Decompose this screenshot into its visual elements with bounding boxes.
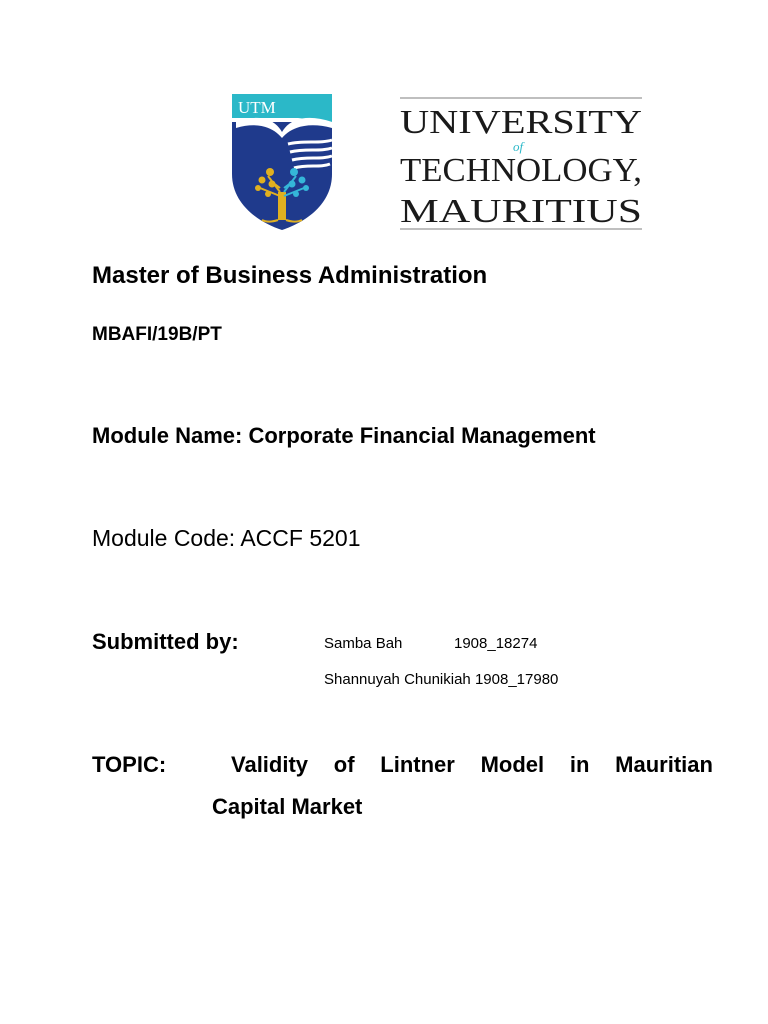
student-name: Samba Bah [324,635,403,652]
topic-word: Model [480,752,545,777]
wordmark-of: of [513,139,524,154]
wordmark-line-1: UNIVERSITY [400,104,642,141]
university-wordmark [396,96,646,232]
student-id: 1908_17980 [474,671,559,688]
module-name: Module Name: Corporate Financial Management [92,423,596,448]
topic-title-line-2: Capital Market [212,794,363,819]
topic-word: of [333,752,355,777]
topic-label: TOPIC: [92,752,167,777]
crest-text: UTM [238,98,276,117]
topic-word: in [569,752,590,777]
wordmark-line-2: TECHNOLOGY, [400,152,642,189]
submitted-by-label: Submitted by: [92,629,239,654]
wordmark-line-3: MAURITIUS [400,193,642,230]
topic-word: Lintner [380,752,455,777]
degree-title: Master of Business Administration [92,262,488,289]
student-id: 1908_18274 [454,635,538,652]
topic-word: Mauritian [615,752,713,777]
topic-title-line-1 [231,752,713,778]
student-name: Shannuyah Chunikiah [324,671,471,688]
utm-crest-icon [228,92,334,232]
topic-word: Validity [231,752,309,777]
university-logo [228,86,648,236]
programme-code: MBAFI/19B/PT [92,324,222,345]
module-code: Module Code: ACCF 5201 [92,525,361,551]
student-entry [324,671,558,688]
